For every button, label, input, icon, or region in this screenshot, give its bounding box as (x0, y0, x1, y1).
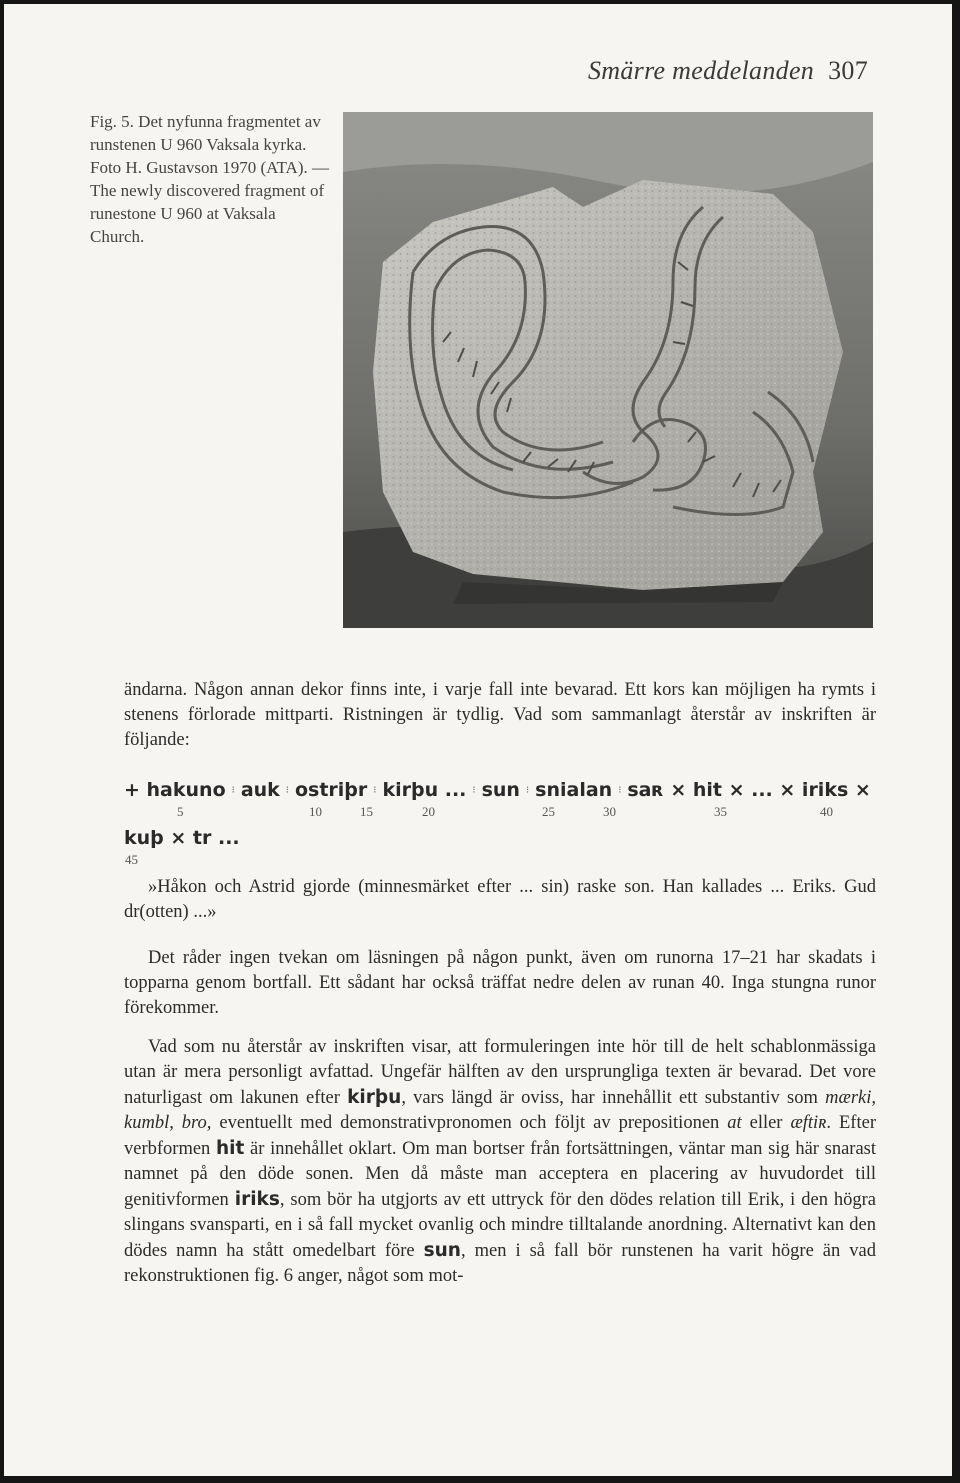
rune-number: 15 (360, 804, 373, 819)
inscription-line-2: kuþ × tr ... (124, 827, 240, 849)
rune-word: sun (423, 1240, 461, 1261)
rune-number: 35 (714, 804, 727, 819)
word-divider: ⁝ (525, 785, 530, 796)
italic-term: at (727, 1113, 742, 1133)
rune-numbering-1 (124, 804, 884, 820)
translation: »Håkon och Astrid gjorde (minnesmärket efter ... sin) raske son. Han kallades ... Eriks. Gud dr(otten) ...» (124, 877, 876, 922)
paragraph-1: Det råder ingen tvekan om läsningen på någon punkt, även om runorna 17–21 har skadats i topparna genom bortfall. Ett sådant har också träffat nedre delen av runan 40. Inga stungna runor förekommer. (124, 948, 876, 1018)
rune-word: ostriþr (294, 779, 368, 801)
runestone-photo (343, 112, 873, 628)
rune-number: 30 (603, 804, 616, 819)
rune-number: 25 (542, 804, 555, 819)
running-head (588, 56, 868, 86)
book-page (4, 4, 952, 1476)
word-divider: ⁝ (285, 785, 289, 796)
paragraph-2: Vad som nu återstår av inskriften visar, att formuleringen inte hör till de helt schablonmässiga utan är mera personligt avfattad. Ungefär hälften av den ursprungliga texten är bevarad. Det vore naturligast om lakunen efter kirþu, vars längd är oviss, har innehållit ett substantiv som mærki, kumbl, bro, eventuellt med demonstrativpronomen och följt av prepositionen at eller æftiʀ. Efter verbformen hit är innehållet oklart. Om man bortser från fortsättningen, väntar man sig här snarast namnet på den döde sonen. Men då måste man acceptera en placering av huvudordet till genitivformen iriks, som bör ha utgjorts av ett uttryck för den dödes relation till Erik, i den högra slingans svansparti, en i så fall mycket ovanlig och mindre tilltalande anordning. Alternativt kan den dödes namn ha stått omedelbart före sun, men i så fall bör runstenen ha varit högre än vad rekonstruktionen fig. 6 anger, något som mot- (124, 1037, 877, 1286)
inscription-line-1 (124, 779, 884, 801)
italic-term: mærki, kumbl, bro, (124, 1088, 876, 1133)
intro-paragraph: ändarna. Någon annan dekor finns inte, i varje fall inte bevarad. Ett kors kan möjligen ha rymts i stenens förlorade mittparti. Ristningen är tydlig. Vad som sammanlagt återstår av inskriften är följande: (124, 680, 876, 750)
italic-term: æftiʀ (790, 1113, 827, 1133)
word-divider: ⁝ (618, 785, 622, 796)
rune-number: 20 (422, 804, 435, 819)
word-divider: ⁝ (373, 785, 377, 796)
rune-word: kirþu ... (382, 779, 467, 801)
rune-word: saʀ × hit × ... × iriks × (627, 779, 871, 801)
rune-number: 40 (820, 804, 833, 819)
rune-numbering-2 (124, 852, 884, 868)
rune-word: auk (240, 779, 280, 801)
rune-word: + hakuno (124, 779, 226, 801)
rune-word: iriks (234, 1189, 280, 1210)
rune-number: 45 (125, 852, 138, 867)
rune-word: snialan (535, 779, 613, 801)
page-number: 307 (828, 56, 868, 85)
rune-number: 5 (177, 804, 184, 819)
running-head-title: Smärre meddelanden (587, 56, 815, 85)
word-divider: ⁝ (472, 785, 476, 796)
rune-word: kirþu (347, 1087, 402, 1108)
figure-caption: Fig. 5. Det nyfunna fragmentet av runstenen U 960 Vaksala kyrka. Foto H. Gustavson 1970 (ATA). — The newly discovered fragment of runestone U 960 at Vaksala Church. (90, 112, 329, 246)
rune-word: sun (481, 779, 520, 801)
rune-number: 10 (309, 804, 322, 819)
word-divider: ⁝ (231, 785, 235, 796)
rune-word: hit (215, 1138, 245, 1159)
